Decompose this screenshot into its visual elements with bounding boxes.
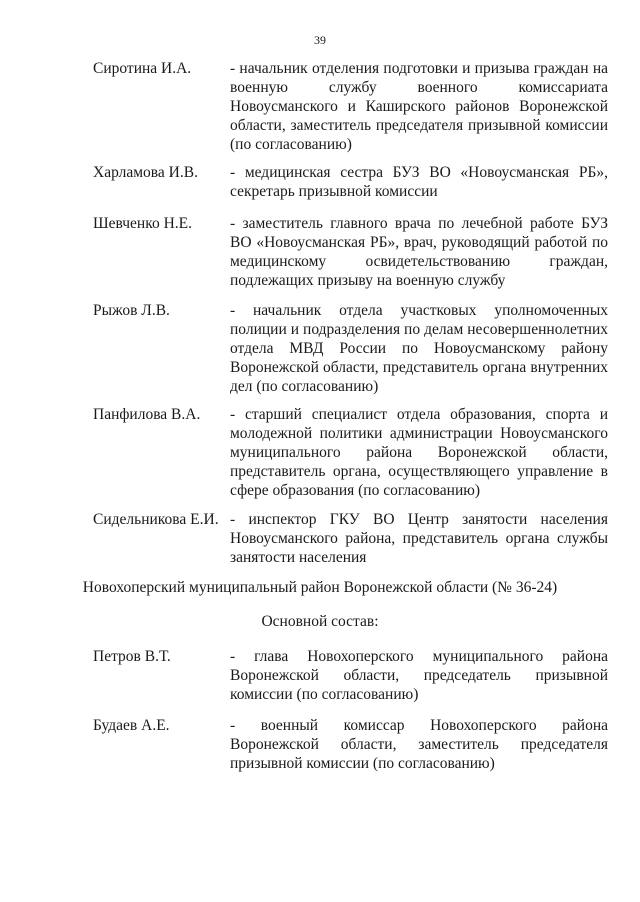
member-description: - заместитель главного врача по лечебной работе БУЗ ВО «Новоусманская РБ», врач, руководящий работой по медицинскому освидетельствованию граждан, подлежащих призыву на военную службу — [230, 215, 608, 289]
member-name: Петров В.Т. — [93, 648, 171, 665]
section-heading: Новохоперский муниципальный район Воронежской области (№ 36-24) — [82, 579, 558, 596]
member-description: - глава Новохоперского муниципального района Воронежской области, председатель призывной комиссии (по согласованию) — [230, 648, 608, 703]
member-name: Шевченко Н.Е. — [93, 215, 192, 232]
member-description: - военный комиссар Новохоперского района Воронежской области, заместитель председателя призывной комиссии (по согласованию) — [230, 717, 608, 772]
member-description: - медицинская сестра БУЗ ВО «Новоусманская РБ», секретарь призывной комиссии — [230, 164, 608, 200]
member-name: Сидельникова Е.И. — [93, 511, 219, 528]
member-name: Панфилова В.А. — [93, 406, 201, 423]
member-description: - инспектор ГКУ ВО Центр занятости населения Новоусманского района, представитель органа службы занятости населения — [230, 511, 608, 566]
page-number: 39 — [314, 33, 326, 47]
member-name: Харламова И.В. — [93, 164, 198, 181]
member-description: - начальник отделения подготовки и призыва граждан на военную службу военного комиссариата Новоусманского и Каширского районов Воронежской области, заместитель председателя призывной комиссии (по согласованию) — [230, 60, 608, 153]
member-description: - старший специалист отдела образования, спорта и молодежной политики администрации Новоусманского муниципального района Воронежской области, представитель органа, осуществляющего управление в сфере образования (по согласованию) — [230, 406, 608, 499]
member-name: Будаев А.Е. — [93, 717, 170, 734]
member-description: - начальник отдела участковых уполномоченных полиции и подразделения по делам несовершеннолетних отдела МВД России по Новоусманскому району Воронежской области, представитель органа внутренних дел (по согласованию) — [230, 302, 608, 395]
member-name: Сиротина И.А. — [93, 60, 192, 77]
member-name: Рыжов Л.В. — [93, 302, 170, 319]
subsection-heading: Основной состав: — [261, 613, 379, 630]
